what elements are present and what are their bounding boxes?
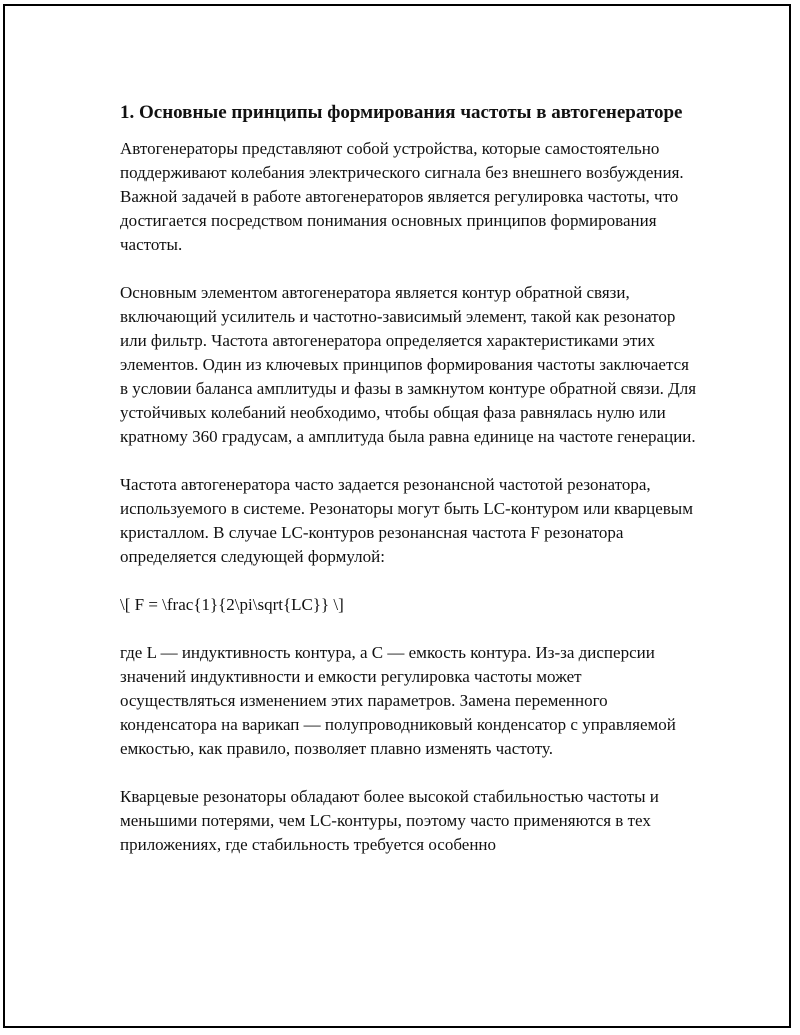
section-heading: 1. Основные принципы формирования частоты в автогенераторе <box>120 102 683 123</box>
paragraph-quartz: Кварцевые резонаторы обладают более высокой стабильностью частоты и меньшими потерями, чем LC-контуры, поэтому часто применяются в тех приложениях, где стабильность требуется особенно <box>120 787 659 854</box>
paragraph-feedback-loop: Основным элементом автогенератора является контур обратной связи, включающий усилитель и частотно-зависимый элемент, такой как резонатор или фильтр. Частота автогенератора определяется характеристиками этих элементов. Один из ключевых принципов формирования частоты заключается в условии баланса амплитуды и фазы в замкнутом контуре обратной связи. Для устойчивых колебаний необходимо, чтобы общая фаза равнялась нулю или кратному 360 градусам, а амплитуда была равна единице на частоте генерации. <box>120 283 697 446</box>
paragraph-resonator: Частота автогенератора часто задается резонансной частотой резонатора, используемого в системе. Резонаторы могут быть LC-контуром или кварцевым кристаллом. В случае LC-контуров резонансная частота F резонатора определяется следующей формулой: <box>120 475 693 566</box>
paragraph-lc-tuning: где L — индуктивность контура, а C — емкость контура. Из-за дисперсии значений индуктивности и емкости регулировка частоты может осуществляться изменением этих параметров. Замена переменного конденсатора на варикап — полупроводниковый конденсатор с управляемой емкостью, как правило, позволяет плавно изменять частоту. <box>120 643 676 758</box>
page-frame <box>3 4 791 1028</box>
paragraph-intro: Автогенераторы представляют собой устройства, которые самостоятельно поддерживают колебания электрического сигнала без внешнего возбуждения. Важной задачей в работе автогенераторов является регулировка частоты, что достигается посредством понимания основных принципов формирования частоты. <box>120 139 684 254</box>
formula-line: \[ F = \frac{1}{2\pi\sqrt{LC}} \] <box>120 595 344 614</box>
document-body <box>120 98 700 881</box>
